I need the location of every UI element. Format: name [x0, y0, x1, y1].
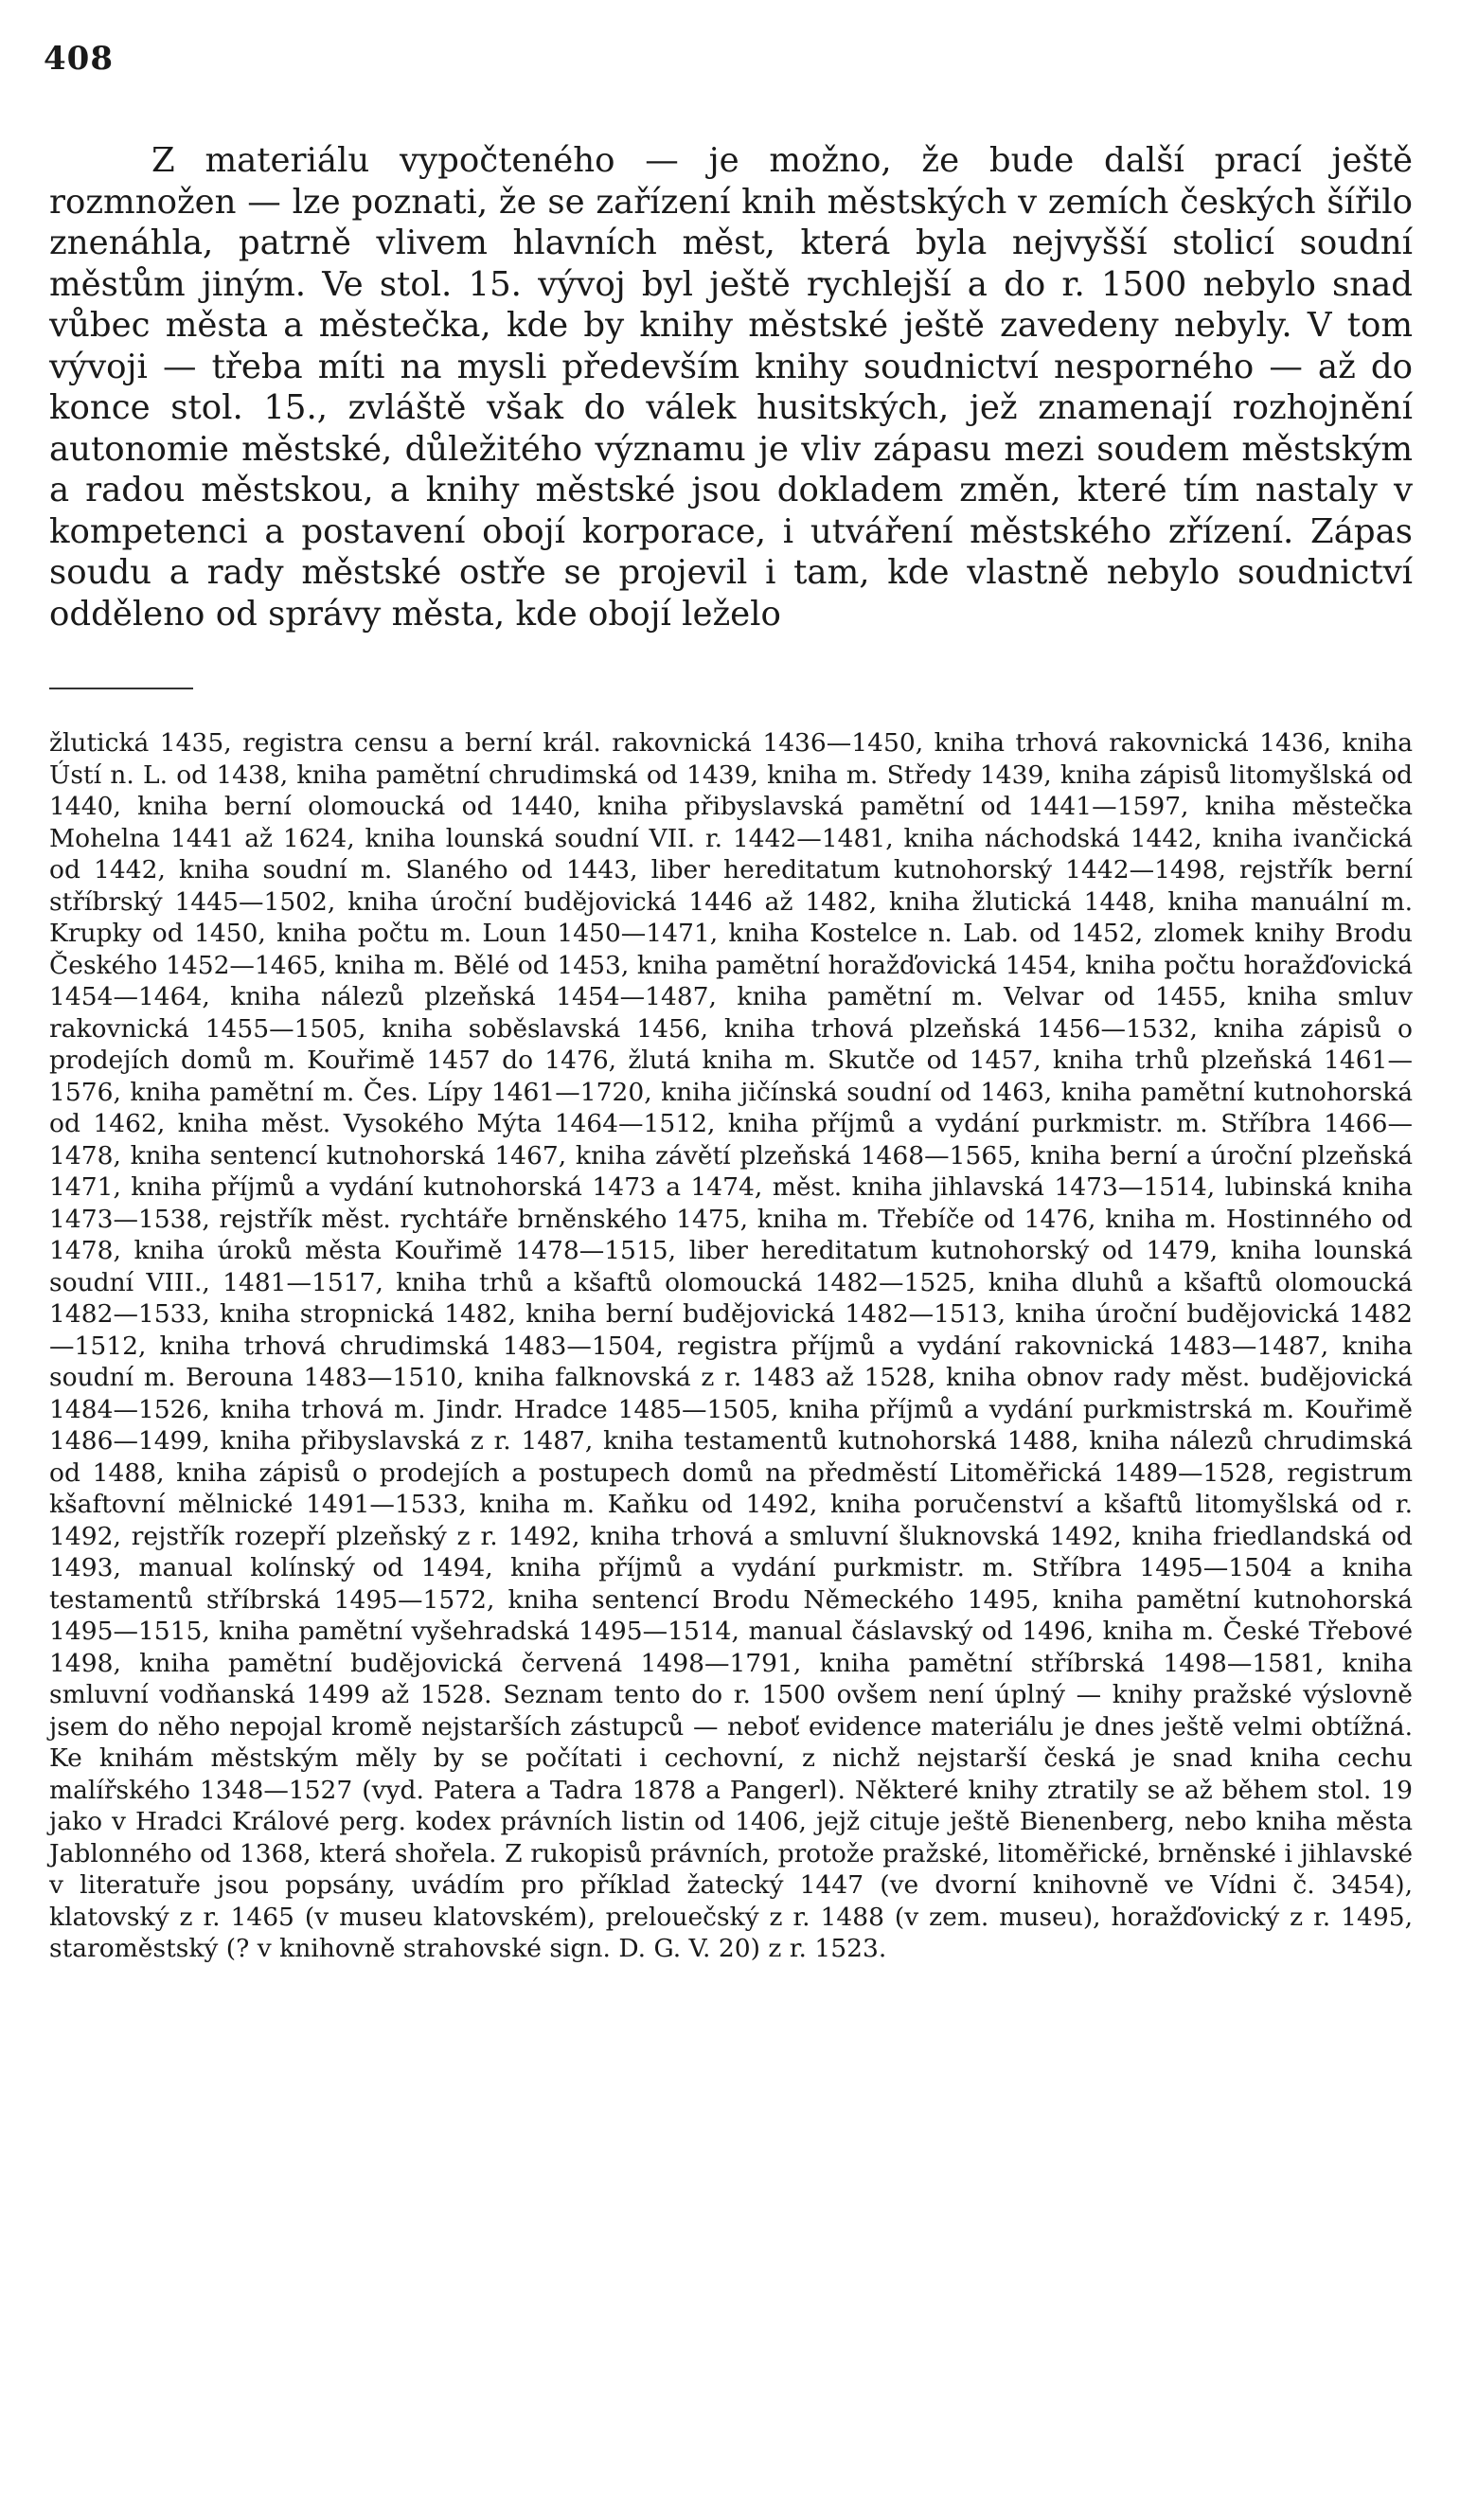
main-paragraph: Z materiálu vypočteného — je možno, že bude další prací ještě rozmnožen — lze poznati, že se zařízení knih městských v zemích českých šířilo znenáhla, patrně vlivem hlavních měst, která byla nejvyšší stolicí soudní městům jiným. Ve stol. 15. vývoj byl ještě rychlejší a do r. 1500 nebylo snad vůbec města a městečka, kde by knihy městské ještě zavedeny nebyly. V tom vývoji — třeba míti na mysli především knihy soudnictví nesporného — až do konce stol. 15., zvláště však do válek husitských, jež znamenají rozhojnění autonomie městské, důležitého významu je vliv zápasu mezi soudem městským a radou městskou, a knihy městské jsou dokladem změn, které tím nastaly v kompetenci a postavení obojí korporace, i utváření městského zřízení. Zápas soudu a rady městské ostře se projevil i tam, kde vlastně nebylo soudnictví odděleno od správy města, kde obojí leželo [49, 141, 1413, 634]
footnote-paragraph: žlutická 1435, registra censu a berní král. rakovnická 1436—1450, kniha trhová rakovnická 1436, kniha Ústí n. L. od 1438, kniha pamětní chrudimská od 1439, kniha m. Středy 1439, kniha zápisů litomyšlská od 1440, kniha berní olomoucká od 1440, kniha přibyslavská pamětní od 1441—1597, kniha městečka Mohelna 1441 až 1624, kniha lounská soudní VII. r. 1442—1481, kniha náchodská 1442, kniha ivančická od 1442, kniha soudní m. Slaného od 1443, liber hereditatum kutnohorský 1442—1498, rejstřík berní stříbrský 1445—1502, kniha úroční budějovická 1446 až 1482, kniha žlutická 1448, kniha manuální m. Krupky od 1450, kniha počtu m. Loun 1450—1471, kniha Kostelce n. Lab. od 1452, zlomek knihy Brodu Českého 1452—1465, kniha m. Bělé od 1453, kniha pamětní horažďovická 1454, kniha počtu horažďovická 1454—1464, kniha nálezů plzeňská 1454—1487, kniha pamětní m. Velvar od 1455, kniha smluv rakovnická 1455—1505, kniha soběslavská 1456, kniha trhová plzeňská 1456—1532, kniha zápisů o prodejích domů m. Kouřimě 1457 do 1476, žlutá kniha m. Skutče od 1457, kniha trhů plzeňská 1461—1576, kniha pamětní m. Čes. Lípy 1461—1720, kniha jičínská soudní od 1463, kniha pamětní kutnohorská od 1462, kniha měst. Vysokého Mýta 1464—1512, kniha příjmů a vydání purkmistr. m. Stříbra 1466—1478, kniha sentencí kutnohorská 1467, kniha závětí plzeňská 1468—1565, kniha berní a úroční plzeňská 1471, kniha příjmů a vydání kutnohorská 1473 a 1474, měst. kniha jihlavská 1473—1514, lubinská kniha 1473—1538, rejstřík měst. rychtáře brněnského 1475, kniha m. Třebíče od 1476, kniha m. Hostinného od 1478, kniha úroků města Kouřimě 1478—1515, liber hereditatum kutnohorský od 1479, kniha lounská soudní VIII., 1481—1517, kniha trhů a kšaftů olomoucká 1482—1525, kniha dluhů a kšaftů olomoucká 1482—1533, kniha stropnická 1482, kniha berní budějovická 1482—1513, kniha úroční budějovická 1482—1512, kniha trhová chrudimská 1483—1504, registra příjmů a vydání rakovnická 1483—1487, kniha soudní m. Berouna 1483—1510, kniha falknovská z r. 1483 až 1528, kniha obnov rady měst. budějovická 1484—1526, kniha trhová m. Jindr. Hradce 1485—1505, kniha příjmů a vydání purkmistrská m. Kouřimě 1486—1499, kniha přibyslavská z r. 1487, kniha testamentů kutnohorská 1488, kniha nálezů chrudimská od 1488, kniha zápisů o prodejích a postupech domů na předměstí Litoměřická 1489—1528, registrum kšaftovní mělnické 1491—1533, kniha m. Kaňku od 1492, kniha poručenství a kšaftů litomyšlská od r. 1492, rejstřík rozepří plzeňský z r. 1492, kniha trhová a smluvní šluknovská 1492, kniha friedlandská od 1493, manual kolínský od 1494, kniha příjmů a vydání purkmistr. m. Stříbra 1495—1504 a kniha testamentů stříbrská 1495—1572, kniha sentencí Brodu Německého 1495, kniha pamětní kutnohorská 1495—1515, kniha pamětní vyšehradská 1495—1514, manual čáslavský od 1496, kniha m. České Třebové 1498, kniha pamětní budějovická červená 1498—1791, kniha pamětní stříbrská 1498—1581, kniha smluvní vodňanská 1499 až 1528. Seznam tento do r. 1500 ovšem není úplný — knihy pražské výslovně jsem do něho nepojal kromě nejstarších zástupců — neboť evidence materiálu je dnes ještě velmi obtížná. Ke knihám městským měly by se počítati i cechovní, z nichž nejstarší česká je snad kniha cechu malířského 1348—1527 (vyd. Patera a Tadra 1878 a Pangerl). Některé knihy ztratily se až během stol. 19 jako v Hradci Králové perg. kodex právních listin od 1406, jejž cituje ještě Bienenberg, nebo kniha města Jablonného od 1368, která shořela. Z rukopisů právních, protože pražské, litoměřické, brněnské i jihlavské v literatuře jsou popsány, uvádím pro příklad žatecký 1447 (ve dvorní knihovně ve Vídni č. 3454), klatovský z r. 1465 (v museu klatovském), prelouečský z r. 1488 (v zem. museu), horažďovický z r. 1495, staroměstský (? v knihovně strahovské sign. D. G. V. 20) z r. 1523. [49, 728, 1413, 1963]
footnote-rule [49, 688, 193, 689]
page-number: 408 [44, 40, 114, 78]
